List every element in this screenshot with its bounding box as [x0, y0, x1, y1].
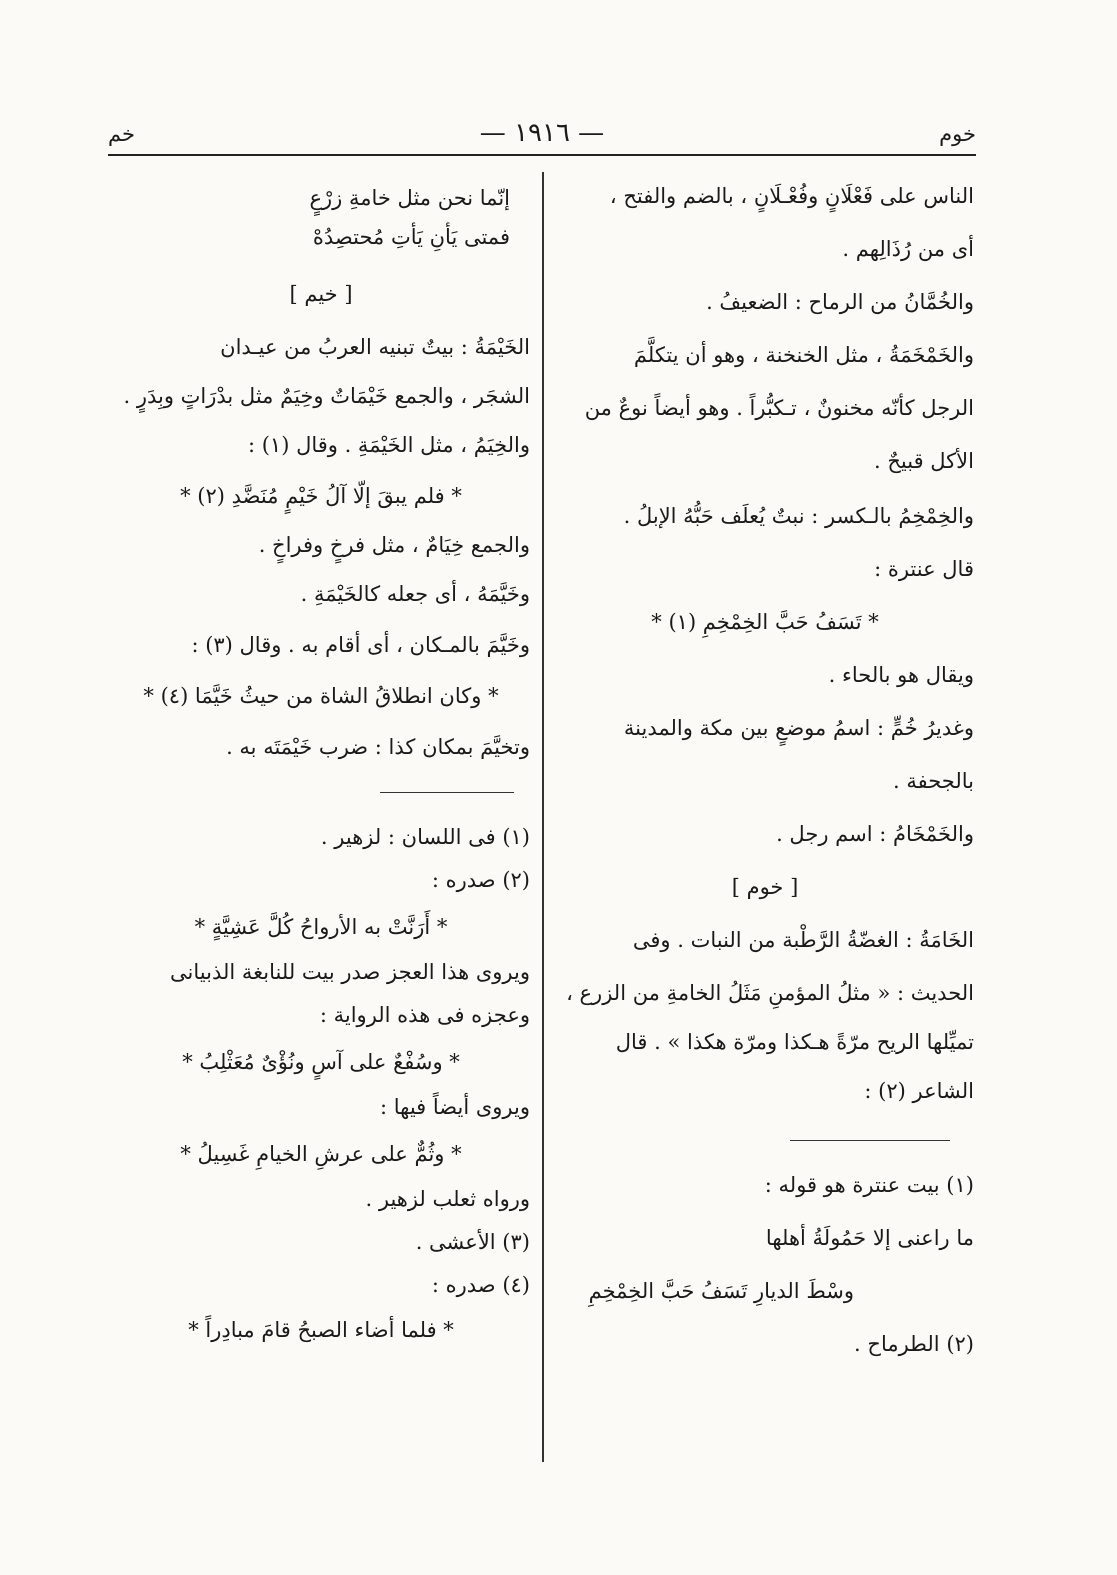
footnote-verse: * أَرَنَّتْ به الأرواحُ كُلَّ عَشِيَّةٍ * [194, 915, 448, 939]
header-entry-left: خم [108, 122, 135, 146]
footnote-verse: * وثُمٌّ على عرشِ الخيامِ غَسِيلُ * [180, 1142, 462, 1166]
body-line: بالجحفة . [893, 769, 974, 793]
left-column [112, 178, 530, 1345]
body-line: الشاعر (٢) : [864, 1079, 974, 1103]
body-line: الأكل قبيحٌ . [873, 449, 974, 473]
verse-line: فمتى يَأنِ يَأتِ مُحتصِدُهْ [312, 225, 510, 249]
footnote-verse: * وسُفْعٌ على آسٍ ونُؤْىٌ مُعَثْلِبُ * [182, 1050, 460, 1074]
body-line: والخُمَّانُ من الرماح : الضعيفُ . [706, 290, 974, 314]
page-number: — ١٩١٦ — [479, 118, 605, 148]
footnote-line: (٢) الطرماح . [854, 1332, 974, 1356]
body-line: الناس على فَعْلَانٍ وفُعْـلَانٍ ، بالضم والفتح ، [609, 184, 974, 208]
body-line: والخَمْخَمَةُ ، مثل الخنخنة ، وهو أن يتكلَّمَ [633, 343, 974, 367]
verse-line: * تَسَفُ حَبَّ الخِمْخِمِ (١) * [651, 610, 879, 634]
footnote-line: ورواه ثعلب لزهير . [365, 1187, 530, 1211]
body-line: تميِّلها الريح مرّةً هـكذا ومرّة هكذا » . قال [615, 1030, 974, 1054]
body-line: الحديث : « مثلُ المؤمنِ مَثَلُ الخامةِ من الزرع ، [566, 981, 974, 1005]
footnote-rule [790, 1140, 950, 1141]
body-line: وخَيَّمَ بالمـكان ، أى أقام به . وقال (٣) : [191, 633, 530, 657]
header-rule [108, 154, 976, 156]
verse-line: * وكان انطلاقُ الشاة من حيثُ خَيَّمَا (٤) * [143, 684, 499, 708]
body-line: الشجَر ، والجمع خَيْمَاتٌ وخِيَمٌ مثل بدْرَاتٍ وبِدَرٍ . [123, 384, 530, 408]
footnote-line: ويروى أيضاً فيها : [380, 1095, 530, 1119]
footnote-line: (١) بيت عنترة هو قوله : [764, 1173, 974, 1197]
body-line: والخِمْخِمُ بالـكسر : نبتٌ يُعلَف حَبُّهُ الإبلُ . [623, 504, 974, 528]
footnote-line: (١) فى اللسان : لزهير . [320, 825, 530, 849]
header-entry-right: خوم [939, 122, 976, 146]
section-heading: [ خيم ] [289, 282, 353, 306]
footnote-line: (٣) الأعشى . [415, 1230, 530, 1254]
footnote-verse: * فلما أضاء الصبحُ قامَ مبادِراً * [188, 1318, 454, 1342]
footnote-line: ويروى هذا العجز صدر بيت للنابغة الذبيانى [170, 960, 530, 984]
column-divider [542, 172, 544, 1462]
right-column [556, 178, 974, 1359]
footnote-line: (٤) صدره : [431, 1273, 530, 1297]
footnote-rule [380, 792, 514, 793]
body-line: الرجل كأنّه مخنونٌ ، تـكبُّراً . وهو أيضاً نوعٌ من [584, 396, 974, 420]
footnote-line: (٢) صدره : [431, 868, 530, 892]
page-header [108, 118, 976, 158]
footnote-line: ما راعنى إلا حَمُولَةُ أهلها [765, 1226, 974, 1250]
body-line: وغديرُ خُمٍّ : اسمُ موضعٍ بين مكة والمدينة [623, 716, 974, 740]
body-line: قال عنترة : [874, 557, 974, 581]
section-heading: [ خوم ] [731, 875, 799, 899]
footnote-line: وسْطَ الديارِ تَسَفُ حَبَّ الخِمْخِمِ [588, 1279, 854, 1303]
body-line: وخَيَّمَهُ ، أى جعله كالخَيْمَةِ . [300, 582, 530, 606]
body-line: ويقال هو بالحاء . [828, 663, 974, 687]
footnote-line: وعجزه فى هذه الرواية : [319, 1003, 530, 1027]
body-line: والخِيَمُ ، مثل الخَيْمَةِ . وقال (١) : [247, 433, 530, 457]
body-line: الخَيْمَةُ : بيتٌ تبنيه العربُ من عيـدان [220, 335, 530, 359]
verse-line: * فلم يبقَ إلّا آلُ خَيْمٍ مُنَضَّدِ (٢) * [180, 484, 462, 508]
body-line: والخَمْخَامُ : اسم رجل . [776, 822, 974, 846]
verse-line: إنّما نحن مثل خامةِ زرْعٍ [309, 186, 510, 210]
body-line: الخَامَةُ : الغضّةُ الرَّطْبة من النبات . وفى [632, 928, 974, 952]
body-line: أى من رُذَالِهم . [842, 237, 974, 261]
body-line: والجمع خِيَامٌ ، مثل فرخٍ وفراخٍ . [258, 533, 530, 557]
body-line: وتخيَّمَ بمكان كذا : ضرب خَيْمَتَه به . [226, 735, 530, 759]
